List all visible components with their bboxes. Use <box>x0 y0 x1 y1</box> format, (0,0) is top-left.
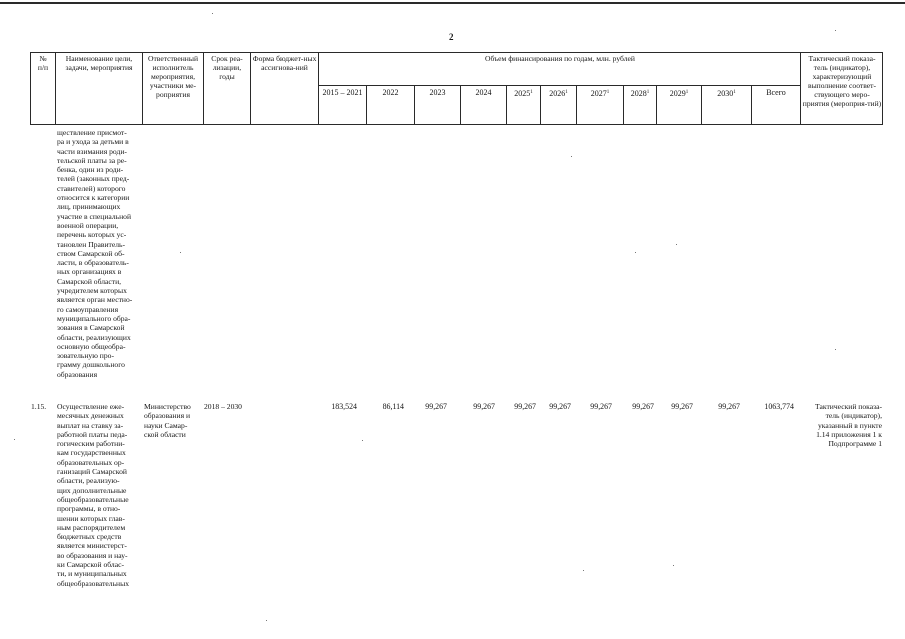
header-bottom-border <box>30 124 883 125</box>
col-border <box>882 52 883 125</box>
row-1-15-value-2023: 99,267 <box>425 402 447 411</box>
row-1-15-value-2028: 99,267 <box>632 402 654 411</box>
year-2029: 2029$^1$ <box>669 89 689 98</box>
scan-speck <box>180 252 181 253</box>
col-border <box>55 52 56 125</box>
scan-speck <box>571 156 572 157</box>
row-1-15-value-2024: 99,267 <box>473 402 495 411</box>
scan-speck <box>673 565 674 566</box>
row-1-15-term: 2018 – 2030 <box>204 402 242 411</box>
year-2023: 2023 <box>429 88 446 97</box>
year-2024: 2024 <box>475 88 492 97</box>
years-divider <box>318 85 800 86</box>
scan-speck <box>835 349 836 350</box>
scan-speck <box>583 570 584 571</box>
col-border <box>800 52 801 125</box>
row-1-15-value-2026: 99,267 <box>549 402 571 411</box>
row-1-15-value-2025: 99,267 <box>514 402 536 411</box>
header-responsible: Ответственный исполнитель мероприятия, участники ме-роприятия <box>147 54 199 99</box>
scan-speck <box>835 30 836 31</box>
row-1-15-number: 1.15. <box>31 402 47 411</box>
header-indicator: Тактический показа-тель (индикатор), характеризующий выполнение соответ-ствующего меро-приятия (мероприя-тий) <box>802 54 882 108</box>
row-1-15-value-2022: 86,114 <box>382 402 404 411</box>
header-number: № п/п <box>37 54 49 72</box>
year-2025: 2025$^1$ <box>514 89 533 98</box>
year-2022: 2022 <box>382 88 399 97</box>
row-1-15-value-2029: 99,267 <box>671 402 693 411</box>
top-rule <box>0 2 905 4</box>
row-1-15-value-total: 1063,774 <box>764 402 794 411</box>
scan-speck <box>212 13 213 14</box>
year-2030: 2030$^1$ <box>717 89 736 98</box>
header-funding: Объем финансирования по годам, млн. рублей <box>485 54 635 63</box>
row-1-15-name: Осуществление еже- месячных денежных выплат на ставку за- работной платы педа- гогическим работни- кам государственных образовательных ор- ганизаций Самарской области, реализую- щих дополнительные общеобразовательные программы, в отно- шении которых глав- ным распорядителем бюджетных средств является министерст- во образования и нау- ки Самарской облас- ти, и муниципальных общеобразовательных <box>57 402 130 588</box>
year-2026: 2026$^1$ <box>549 89 568 98</box>
year-2027: 2027$^1$ <box>590 89 610 98</box>
page-number: 2 <box>449 32 454 42</box>
header-form: Форма бюджет-ных ассигнова-ний <box>252 54 317 72</box>
continued-row-name: ществление присмот- ра и ухода за детьми в части взимания роди- тельской платы за ре- бенка, один из роди- телей (законных пред- ставителей) которого относится к категории лиц, принимающих участие в специальной военной операции, перечень которых ус- тановлен Правитель- ством Самарской об- ласти, в образователь- ных организациях в Самарской области, учредителем которых является орган местно- го самоуправления муниципального обра- зования в Самарской области, реализующих основную общеобра- зовательную про- грамму дошкольного образования <box>57 128 133 379</box>
row-1-15-value-2015-2021: 183,524 <box>331 402 357 411</box>
scan-speck <box>635 252 636 253</box>
table-top-border <box>30 52 883 53</box>
scan-speck <box>266 620 267 621</box>
year-2015-2021: 2015 – 2021 <box>322 88 363 97</box>
col-border <box>203 52 204 125</box>
year-total: Всего <box>766 88 786 97</box>
year-2028: 2028$^1$ <box>630 89 650 98</box>
row-1-15-value-2027: 99,267 <box>590 402 612 411</box>
row-1-15-value-2030: 99,267 <box>718 402 740 411</box>
header-name: Наименование цели, задачи, мероприятия <box>65 54 133 72</box>
col-border <box>142 52 143 125</box>
col-border <box>250 52 251 125</box>
scan-speck <box>362 440 363 441</box>
row-1-15-responsible: Министерство образования и науки Самар- ской области <box>144 402 191 439</box>
row-1-15-indicator: Тактический показа- тель (индикатор), указанный в пункте 1.14 приложения 1 к Подпрограмме 1 <box>815 402 882 449</box>
scan-speck <box>14 439 15 440</box>
header-term: Срок реа-лизации, годы <box>211 54 243 81</box>
scan-speck <box>676 244 677 245</box>
